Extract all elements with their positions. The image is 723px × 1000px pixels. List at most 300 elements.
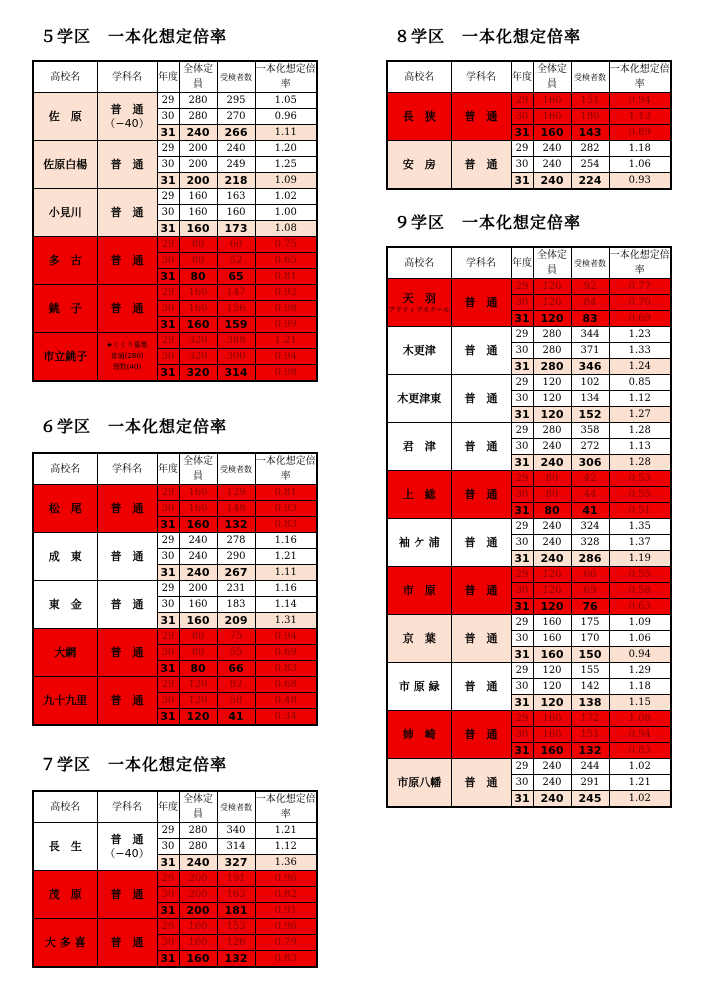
school-name [387,471,451,519]
school-name-label: 東 金 [48,598,82,611]
cell-year: 31 [157,317,179,333]
cell-capacity: 160 [179,501,217,517]
cell-year: 29 [157,285,179,301]
cell-year: 31 [511,647,533,663]
school-name-label: 長 狭 [402,110,436,123]
cell-ratio: 0.93 [609,173,671,190]
cell-year: 29 [511,519,533,535]
cell-year: 31 [157,903,179,919]
cell-ratio: 1.33 [609,343,671,359]
school-name-label: 木更津 [402,344,436,357]
cell-applicants: 147 [217,285,255,301]
cell-capacity: 160 [179,301,217,317]
cell-year: 30 [511,583,533,599]
school-name [33,237,97,285]
school-name-label: 市原八幡 [397,776,442,789]
dept-label: 普 通 [110,888,144,901]
cell-applicants: 346 [571,359,609,375]
cell-ratio: 1.12 [255,839,317,855]
district-table [386,246,672,808]
dept-label: 普 通 [110,302,144,315]
school-name [387,759,451,808]
district-title: ７学区 一本化想定倍率 [40,755,228,774]
cell-capacity: 80 [533,471,571,487]
table-row [33,871,317,887]
cell-ratio: 0.83 [255,951,317,968]
cell-ratio: 0.69 [255,645,317,661]
district-table [32,60,318,382]
school-name [387,93,451,141]
dept-name [97,919,157,968]
cell-capacity: 160 [533,615,571,631]
header-year: 年度 [511,247,533,279]
cell-applicants: 371 [571,343,609,359]
cell-ratio: 1.36 [255,855,317,871]
cell-applicants: 134 [571,391,609,407]
cell-ratio: 0.94 [609,647,671,663]
cell-year: 29 [511,141,533,157]
cell-capacity: 240 [533,759,571,775]
cell-year: 30 [157,549,179,565]
dept-label: 普 通 [110,598,144,611]
school-name [387,327,451,375]
cell-year: 29 [511,279,533,295]
cell-applicants: 44 [571,487,609,503]
cell-capacity: 280 [533,423,571,439]
table-row [33,629,317,645]
cell-ratio: 1.21 [255,823,317,839]
cell-applicants: 290 [217,549,255,565]
table-row [387,93,671,109]
cell-year: 29 [157,823,179,839]
cell-capacity: 120 [179,693,217,709]
school-name-note: アクティブスクール [388,305,451,314]
cell-applicants: 55 [217,645,255,661]
dept-name [97,333,157,382]
cell-ratio: 1.28 [609,423,671,439]
cell-year: 31 [157,173,179,189]
header-row [387,247,671,279]
cell-year: 30 [157,349,179,365]
cell-capacity: 240 [533,791,571,808]
dept-label: 普 通 [464,344,498,357]
header-year: 年度 [157,791,179,823]
cell-capacity: 160 [533,631,571,647]
cell-year: 30 [157,301,179,317]
cell-year: 29 [157,93,179,109]
dept-label: 普 通 [110,206,144,219]
cell-applicants: 132 [571,743,609,759]
cell-capacity: 240 [533,157,571,173]
dept-note: （−40） [104,847,150,860]
cell-year: 30 [511,775,533,791]
cell-capacity: 240 [179,565,217,581]
cell-applicants: 148 [217,501,255,517]
cell-applicants: 270 [217,109,255,125]
cell-applicants: 286 [571,551,609,567]
school-group [387,519,671,567]
dept-name [451,141,511,190]
cell-capacity: 240 [533,519,571,535]
cell-year: 31 [511,695,533,711]
cell-capacity: 160 [533,93,571,109]
dept-name [451,615,511,663]
cell-ratio: 0.98 [255,301,317,317]
school-group [33,533,317,581]
school-name-label: 九十九里 [43,694,88,707]
dept-label: 普 通 [464,680,498,693]
cell-year: 29 [157,871,179,887]
dept-name [97,285,157,333]
school-group [33,285,317,333]
school-name [33,919,97,968]
cell-year: 30 [511,679,533,695]
dept-label: 普 通 [110,550,144,563]
cell-applicants: 159 [217,317,255,333]
cell-ratio: 0.94 [609,93,671,109]
cell-capacity: 80 [179,645,217,661]
cell-ratio: 0.70 [609,295,671,311]
cell-applicants: 129 [217,485,255,501]
cell-capacity: 120 [179,677,217,693]
dept-label: 普 通 [464,632,498,645]
cell-applicants: 324 [571,519,609,535]
cell-ratio: 1.35 [609,519,671,535]
cell-applicants: 170 [571,631,609,647]
cell-year: 29 [157,189,179,205]
table-row [33,189,317,205]
cell-capacity: 120 [533,391,571,407]
school-name-label: 多 古 [48,254,82,267]
cell-ratio: 1.24 [609,359,671,375]
cell-capacity: 80 [179,253,217,269]
cell-year: 31 [157,661,179,677]
school-group [33,677,317,726]
cell-capacity: 320 [179,333,217,349]
school-name [387,615,451,663]
cell-ratio: 1.16 [255,533,317,549]
cell-capacity: 80 [179,661,217,677]
header-applicants: 受検者数 [217,453,255,485]
dept-label: 普 通 [464,392,498,405]
school-group [387,375,671,423]
school-name [33,333,97,382]
cell-ratio: 0.99 [255,317,317,333]
header-applicants: 受検者数 [571,61,609,93]
cell-year: 29 [511,711,533,727]
header-school: 高校名 [33,453,97,485]
cell-year: 31 [157,125,179,141]
cell-capacity: 160 [179,189,217,205]
header-applicants: 受検者数 [217,791,255,823]
cell-year: 29 [511,615,533,631]
cell-applicants: 266 [217,125,255,141]
cell-applicants: 272 [571,439,609,455]
school-group [387,327,671,375]
school-name [387,423,451,471]
cell-applicants: 160 [217,205,255,221]
cell-capacity: 280 [179,839,217,855]
cell-capacity: 120 [533,695,571,711]
cell-applicants: 66 [217,661,255,677]
cell-capacity: 80 [179,269,217,285]
cell-applicants: 358 [571,423,609,439]
cell-applicants: 282 [571,141,609,157]
cell-applicants: 314 [217,365,255,382]
dept-label: 普 通 [110,502,144,515]
dept-label: 普 通 [110,833,144,846]
cell-ratio: 1.08 [609,711,671,727]
school-name [387,141,451,190]
cell-year: 29 [157,237,179,253]
cell-ratio: 1.15 [609,695,671,711]
cell-year: 30 [157,935,179,951]
cell-year: 30 [511,109,533,125]
cell-ratio: 0.58 [609,583,671,599]
table-row [387,615,671,631]
table-row [33,533,317,549]
cell-year: 29 [511,375,533,391]
cell-ratio: 0.63 [609,599,671,615]
table-row [387,375,671,391]
school-name [33,189,97,237]
table-row [387,423,671,439]
dept-name [97,677,157,726]
cell-ratio: 0.55 [609,487,671,503]
cell-year: 29 [157,333,179,349]
dept-label: 普 通 [110,646,144,659]
cell-applicants: 92 [571,279,609,295]
cell-applicants: 327 [217,855,255,871]
cell-capacity: 120 [533,295,571,311]
cell-capacity: 240 [179,549,217,565]
cell-year: 31 [157,221,179,237]
cell-applicants: 328 [571,535,609,551]
cell-ratio: 0.94 [609,727,671,743]
school-group [33,333,317,382]
school-name-label: 佐原白楊 [43,158,88,171]
dept-note: （−40） [104,117,150,130]
cell-year: 30 [157,887,179,903]
cell-applicants: 153 [217,919,255,935]
cell-ratio: 1.13 [609,439,671,455]
school-name [387,279,451,327]
cell-applicants: 254 [571,157,609,173]
cell-ratio: 1.31 [255,613,317,629]
cell-ratio: 1.11 [255,125,317,141]
district-table [32,452,318,726]
cell-capacity: 240 [533,173,571,190]
school-group [387,567,671,615]
cell-year: 30 [511,343,533,359]
dept-name [97,189,157,237]
school-group [387,423,671,471]
table-row [33,333,317,349]
header-ratio: 一本化想定倍率 [255,453,317,485]
dept-name [451,93,511,141]
cell-applicants: 151 [571,727,609,743]
cell-ratio: 1.13 [609,109,671,125]
cell-ratio: 0.83 [255,517,317,533]
school-name-label: 市 原 [402,584,436,597]
cell-applicants: 314 [217,839,255,855]
cell-year: 29 [511,93,533,109]
school-group [33,237,317,285]
table-row [387,279,671,295]
school-name-label: 木更津東 [397,392,442,405]
cell-applicants: 152 [571,407,609,423]
cell-applicants: 291 [571,775,609,791]
cell-applicants: 163 [217,189,255,205]
header-year: 年度 [157,453,179,485]
school-name [33,677,97,726]
cell-capacity: 200 [179,903,217,919]
school-name-label: 佐 原 [48,110,82,123]
header-school: 高校名 [387,61,451,93]
cell-ratio: 1.18 [609,679,671,695]
school-name [33,533,97,581]
cell-capacity: 80 [179,629,217,645]
header-dept: 学科名 [451,61,511,93]
cell-ratio: 1.02 [255,189,317,205]
cell-year: 31 [511,791,533,808]
cell-applicants: 249 [217,157,255,173]
cell-year: 29 [511,423,533,439]
school-group [387,141,671,190]
school-group [387,471,671,519]
dept-label: 普 通 [464,536,498,549]
dept-name [451,567,511,615]
cell-capacity: 120 [533,567,571,583]
cell-ratio: 0.92 [255,285,317,301]
cell-applicants: 66 [571,567,609,583]
cell-capacity: 80 [533,503,571,519]
dept-label: 普 通 [464,110,498,123]
dept-name [451,663,511,711]
cell-year: 31 [511,455,533,471]
cell-applicants: 340 [217,823,255,839]
cell-year: 31 [157,951,179,968]
cell-capacity: 240 [179,533,217,549]
school-name [387,519,451,567]
cell-ratio: 0.98 [255,365,317,382]
cell-applicants: 52 [217,253,255,269]
cell-ratio: 0.93 [255,501,317,517]
cell-year: 30 [511,535,533,551]
school-group [387,663,671,711]
table-row [387,567,671,583]
cell-ratio: 0.89 [609,125,671,141]
table-row [33,485,317,501]
dept-label: 普 通 [464,296,498,309]
cell-capacity: 240 [533,439,571,455]
cell-applicants: 143 [571,125,609,141]
cell-capacity: 200 [179,887,217,903]
cell-applicants: 58 [217,693,255,709]
district-title: ８学区 一本化想定倍率 [394,27,582,46]
header-applicants: 受検者数 [571,247,609,279]
school-group [387,759,671,808]
cell-capacity: 280 [533,359,571,375]
school-name [33,485,97,533]
cell-capacity: 160 [533,711,571,727]
cell-ratio: 1.18 [609,141,671,157]
cell-year: 31 [511,503,533,519]
dept-line: 普通(280) [110,352,144,360]
dept-name [97,93,157,141]
cell-ratio: 1.21 [609,775,671,791]
cell-applicants: 132 [217,951,255,968]
cell-capacity: 280 [179,109,217,125]
school-name-label: 京 葉 [402,632,436,645]
school-group [387,279,671,327]
cell-ratio: 0.85 [609,375,671,391]
school-name-label: 長 生 [48,840,82,853]
cell-ratio: 0.53 [609,471,671,487]
cell-ratio: 0.65 [255,253,317,269]
cell-capacity: 160 [179,919,217,935]
cell-ratio: 0.79 [255,935,317,951]
school-name [33,581,97,629]
cell-applicants: 75 [217,629,255,645]
cell-ratio: 0.81 [255,269,317,285]
cell-ratio: 0.55 [609,567,671,583]
cell-year: 30 [511,439,533,455]
table-row [33,677,317,693]
cell-year: 31 [157,565,179,581]
cell-applicants: 224 [571,173,609,190]
cell-year: 30 [157,597,179,613]
cell-year: 29 [157,533,179,549]
dept-name [451,711,511,759]
cell-ratio: 0.34 [255,709,317,726]
cell-year: 30 [511,295,533,311]
school-name-label: 大 多 喜 [44,936,86,949]
cell-capacity: 120 [533,311,571,327]
header-school: 高校名 [33,61,97,93]
cell-applicants: 344 [571,327,609,343]
cell-capacity: 80 [533,487,571,503]
cell-capacity: 160 [179,285,217,301]
cell-capacity: 160 [533,647,571,663]
cell-year: 31 [511,599,533,615]
cell-ratio: 1.19 [609,551,671,567]
cell-applicants: 138 [571,695,609,711]
dept-label: 普 通 [110,254,144,267]
cell-capacity: 240 [533,551,571,567]
school-name-label: 成 東 [48,550,82,563]
district-table [386,60,672,190]
cell-capacity: 320 [179,365,217,382]
school-name [387,711,451,759]
cell-applicants: 300 [217,349,255,365]
header-applicants: 受検者数 [217,61,255,93]
cell-applicants: 65 [217,269,255,285]
school-name-label: 姉 崎 [402,728,436,741]
cell-ratio: 0.68 [255,677,317,693]
cell-ratio: 1.29 [609,663,671,679]
cell-capacity: 120 [533,583,571,599]
dept-name [451,471,511,519]
cell-applicants: 209 [217,613,255,629]
cell-ratio: 0.77 [609,279,671,295]
header-row [33,791,317,823]
cell-year: 29 [511,327,533,343]
cell-capacity: 160 [533,743,571,759]
cell-year: 30 [157,253,179,269]
header-capacity: 全体定員 [533,61,571,93]
cell-year: 31 [511,311,533,327]
